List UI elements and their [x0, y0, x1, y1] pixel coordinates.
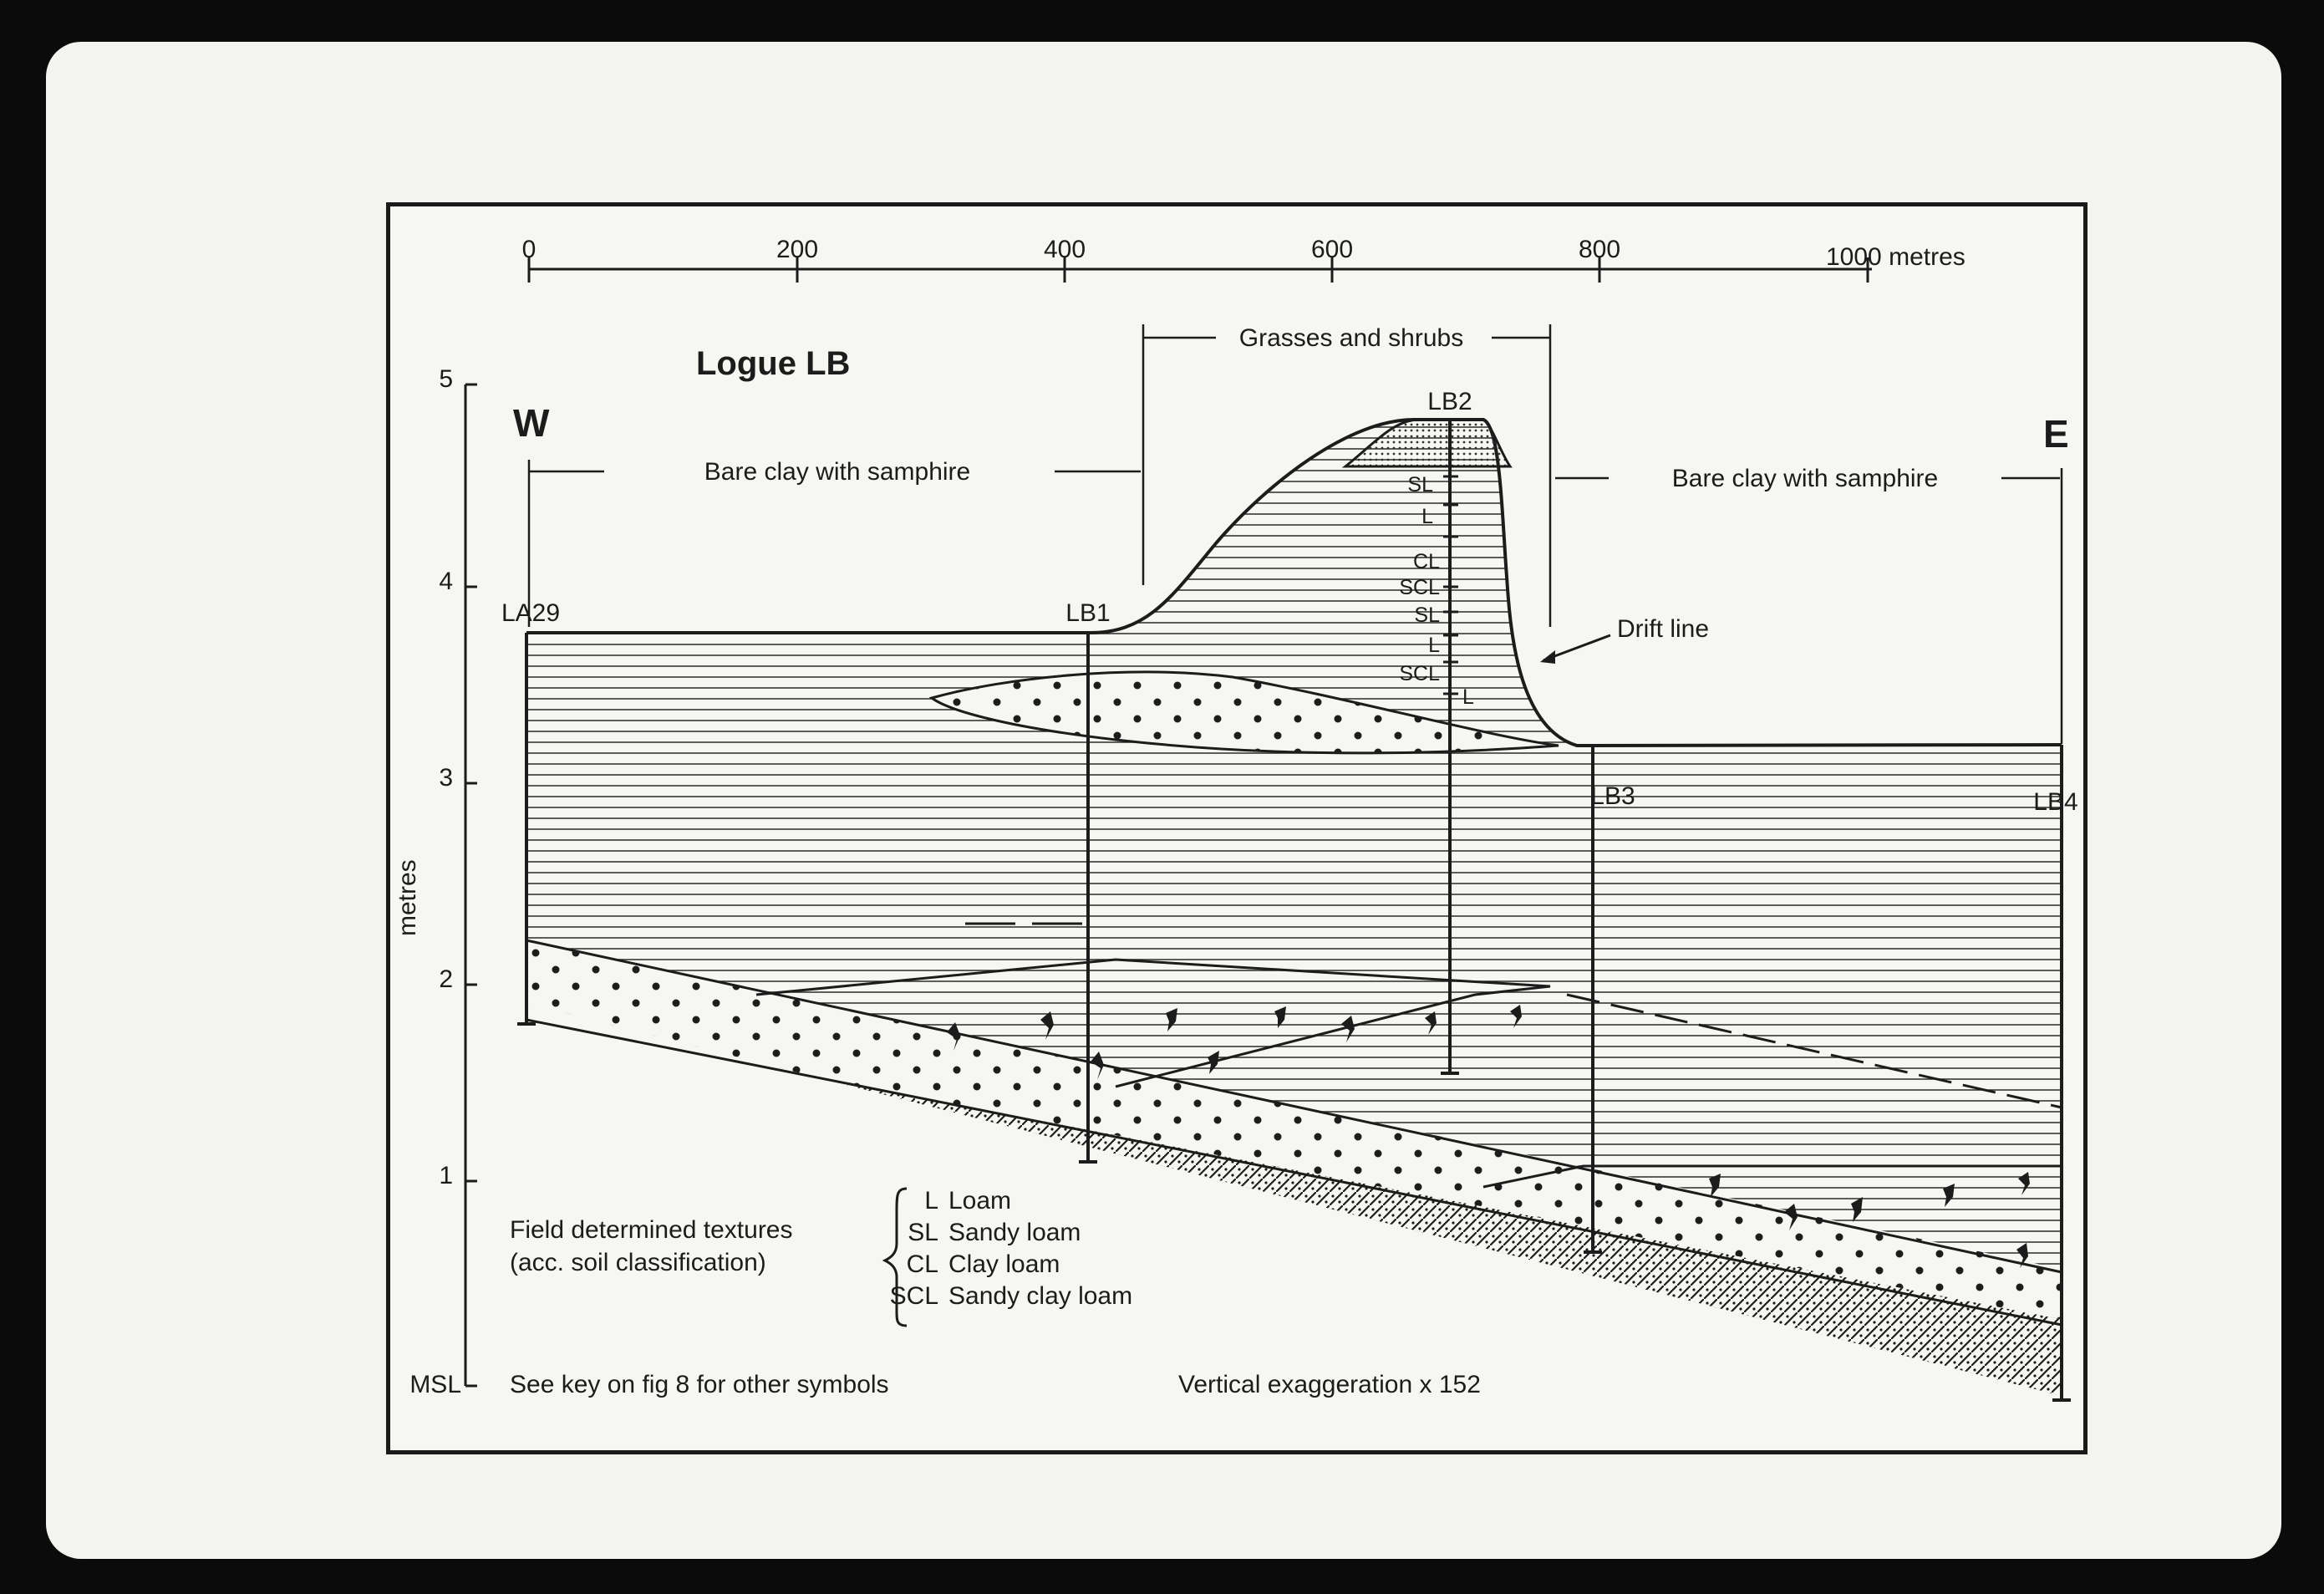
east-marker: E — [2043, 412, 2069, 456]
vertical-exaggeration-note: Vertical exaggeration x 152 — [1178, 1371, 1481, 1398]
left-tick-1: 1 — [439, 1162, 453, 1189]
left-height-axis — [394, 365, 477, 1398]
soil-layers — [522, 410, 2068, 1463]
top-tick-400: 400 — [1043, 236, 1086, 263]
site-label-la29: LA29 — [501, 599, 561, 627]
left-tick-4: 4 — [439, 568, 453, 595]
left-axis-title: metres — [394, 859, 421, 936]
lb2-texture-4: SCL — [1399, 576, 1440, 599]
lb2-texture-7: SCL — [1399, 662, 1440, 685]
legend-code-cl: CL — [906, 1250, 938, 1278]
top-tick-0: 0 — [521, 236, 537, 263]
legend-code-l: L — [924, 1187, 938, 1215]
legend-heading-2: (acc. soil classification) — [510, 1249, 766, 1276]
diagram-title: Logue LB — [696, 345, 851, 382]
top-distance-axis — [522, 236, 1965, 283]
bare-clay-east-label: Bare clay with samphire — [1671, 465, 1939, 492]
drift-line-arrowhead — [1540, 650, 1555, 664]
legend-code-sl: SL — [908, 1219, 938, 1246]
legend-name-sandy-loam: Sandy loam — [948, 1219, 1081, 1246]
key-note: See key on fig 8 for other symbols — [510, 1371, 889, 1398]
bare-clay-west-label: Bare clay with samphire — [704, 458, 971, 486]
top-tick-600: 600 — [1310, 236, 1354, 263]
top-tick-800: 800 — [1578, 236, 1621, 263]
texture-legend — [510, 1187, 1132, 1326]
cross-section-diagram — [46, 42, 2281, 1559]
slide — [46, 42, 2281, 1559]
left-axis-msl-label: MSL — [409, 1371, 461, 1398]
left-tick-2: 2 — [439, 965, 453, 993]
lb2-texture-1: SL — [1407, 473, 1433, 497]
lb2-texture-8: L — [1462, 685, 1474, 709]
grasses-label: Grasses and shrubs — [1238, 324, 1464, 352]
legend-name-sandy-clay-loam: Sandy clay loam — [948, 1282, 1133, 1310]
left-tick-5: 5 — [439, 365, 453, 393]
lb2-texture-6: L — [1428, 634, 1440, 657]
left-tick-3: 3 — [439, 764, 453, 792]
drift-line-label: Drift line — [1617, 615, 1710, 643]
top-tick-200: 200 — [776, 236, 819, 263]
west-marker: W — [513, 401, 550, 445]
site-label-lb3: LB3 — [1590, 782, 1635, 810]
site-label-lb2: LB2 — [1427, 388, 1472, 415]
top-axis-end-label: 1000 metres — [1826, 243, 1965, 271]
legend-name-loam: Loam — [948, 1187, 1012, 1215]
lb2-texture-3: CL — [1413, 550, 1440, 573]
site-label-lb4: LB4 — [2033, 788, 2078, 816]
legend-name-clay-loam: Clay loam — [948, 1250, 1060, 1278]
lb2-texture-2: L — [1421, 505, 1433, 528]
lb2-texture-5: SL — [1414, 603, 1440, 627]
legend-code-scl: SCL — [889, 1282, 938, 1310]
legend-heading-1: Field determined textures — [510, 1216, 793, 1244]
site-label-lb1: LB1 — [1065, 599, 1111, 627]
